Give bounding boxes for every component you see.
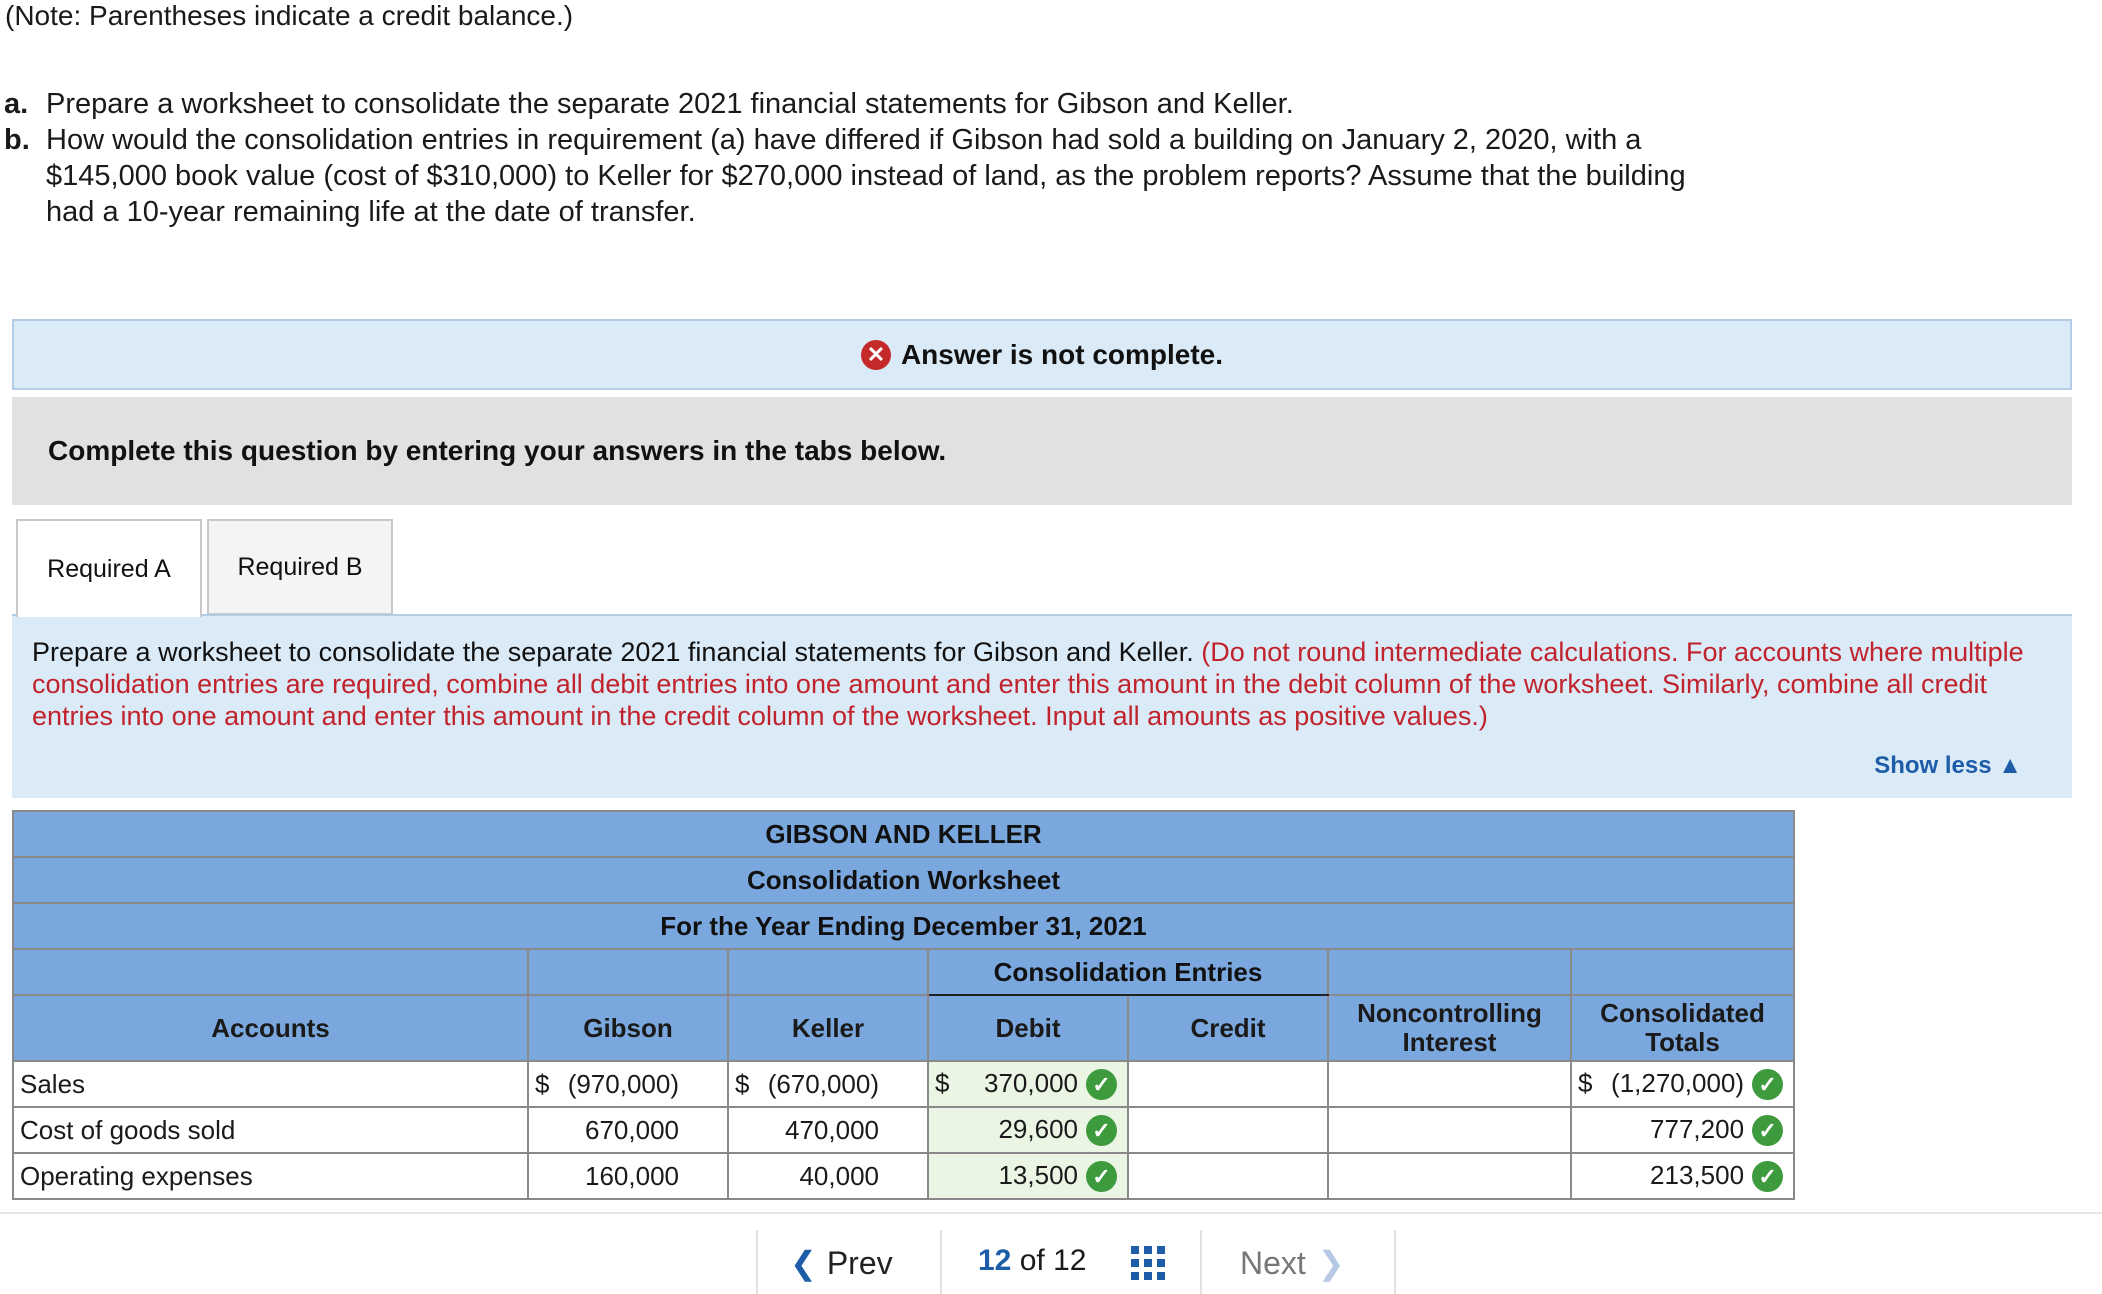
current-page: 12 bbox=[978, 1244, 1012, 1277]
gibson-amount: 160,000 bbox=[528, 1153, 728, 1199]
account-name: Cost of goods sold bbox=[13, 1107, 528, 1153]
header-spacer bbox=[13, 949, 528, 995]
debit-input[interactable] bbox=[928, 1153, 1128, 1199]
answer-status-text: Answer is not complete. bbox=[900, 338, 1224, 370]
header-spacer bbox=[528, 949, 728, 995]
pagination-footer bbox=[0, 1212, 2102, 1294]
col-accounts: Accounts bbox=[13, 995, 528, 1061]
consolidated-input[interactable] bbox=[1571, 1153, 1794, 1199]
col-keller: Keller bbox=[728, 995, 928, 1061]
prev-label: Prev bbox=[826, 1245, 893, 1281]
check-icon: ✓ bbox=[1752, 1069, 1783, 1100]
consolidated-input[interactable] bbox=[1571, 1061, 1794, 1107]
debit-value: 370,000 bbox=[984, 1067, 1078, 1098]
debit-input[interactable] bbox=[928, 1107, 1128, 1153]
col-noncontrolling-interest bbox=[1328, 995, 1571, 1061]
keller-amount: 470,000 bbox=[728, 1107, 928, 1153]
prompt-panel bbox=[12, 614, 2072, 798]
question-a-text: Prepare a worksheet to consolidate the separate 2021 financial statements for Gibson and Keller. bbox=[46, 88, 1294, 120]
credit-input[interactable] bbox=[1128, 1107, 1328, 1153]
page-of: of bbox=[1019, 1244, 1045, 1277]
question-a-label: a. bbox=[4, 88, 29, 120]
worksheet-title-name: Consolidation Worksheet bbox=[13, 857, 1794, 903]
prompt-main-text: Prepare a worksheet to consolidate the separate 2021 financial statements for Gibson and Keller. bbox=[32, 637, 1194, 667]
col-cons-line1: Consolidated bbox=[1600, 998, 1765, 1028]
check-icon: ✓ bbox=[1752, 1115, 1783, 1146]
worksheet-title-company: GIBSON AND KELLER bbox=[13, 811, 1794, 857]
next-button[interactable] bbox=[1240, 1244, 1345, 1282]
gibson-value: (970,000) bbox=[567, 1068, 679, 1099]
triangle-up-icon: ▲ bbox=[1998, 752, 2022, 779]
header-spacer bbox=[1571, 949, 1794, 995]
pager-divider bbox=[1394, 1230, 1396, 1294]
col-cons-line2: Totals bbox=[1645, 1027, 1720, 1057]
table-row bbox=[13, 1107, 1794, 1153]
show-less-label: Show less bbox=[1874, 752, 1992, 779]
nci-input[interactable] bbox=[1328, 1153, 1571, 1199]
page-indicator bbox=[978, 1244, 1086, 1278]
dollar-sign: $ bbox=[735, 1068, 750, 1099]
consolidation-entries-header: Consolidation Entries bbox=[928, 949, 1328, 995]
question-b-text-line3: had a 10-year remaining life at the date of transfer. bbox=[46, 196, 696, 228]
show-less-link[interactable] bbox=[1874, 750, 2022, 782]
account-name: Sales bbox=[13, 1061, 528, 1107]
question-b-label: b. bbox=[4, 124, 30, 156]
check-icon: ✓ bbox=[1752, 1161, 1783, 1192]
pager-divider bbox=[1200, 1230, 1202, 1294]
instruction-bar bbox=[12, 397, 2072, 505]
prev-button[interactable] bbox=[790, 1244, 893, 1282]
total-pages: 12 bbox=[1053, 1244, 1087, 1277]
account-name: Operating expenses bbox=[13, 1153, 528, 1199]
nci-input[interactable] bbox=[1328, 1107, 1571, 1153]
check-icon: ✓ bbox=[1086, 1161, 1117, 1192]
x-circle-icon: ✕ bbox=[861, 340, 891, 370]
consolidated-value: 777,200 bbox=[1650, 1113, 1745, 1144]
question-b-text-line1: How would the consolidation entries in requirement (a) have differed if Gibson had sold a building on January 2, 2020, with a bbox=[46, 124, 1642, 156]
header-spacer bbox=[1328, 949, 1571, 995]
col-gibson: Gibson bbox=[528, 995, 728, 1061]
question-b bbox=[4, 122, 1686, 230]
gibson-amount bbox=[528, 1061, 728, 1107]
header-spacer bbox=[728, 949, 928, 995]
consolidated-value: (1,270,000) bbox=[1611, 1067, 1745, 1098]
gibson-amount: 670,000 bbox=[528, 1107, 728, 1153]
question-a bbox=[4, 86, 1294, 122]
keller-value: (670,000) bbox=[767, 1068, 879, 1099]
prompt-red-instructions: (Do not round intermediate calculations. For accounts where multiple consolidation entries are required, combine all debit entries into one amount and enter this amount in the debit column of the worksheet. Similarly, combine all credit entries into one amount and enter this amount in the credit column of the worksheet. Input all amounts as positive values.) bbox=[32, 637, 2024, 731]
pager bbox=[756, 1224, 1396, 1294]
dollar-sign: $ bbox=[935, 1067, 950, 1098]
col-consolidated-totals bbox=[1571, 995, 1794, 1061]
pager-divider bbox=[756, 1230, 758, 1294]
check-icon: ✓ bbox=[1086, 1115, 1117, 1146]
col-nci-line2: Interest bbox=[1402, 1027, 1497, 1057]
pager-divider bbox=[940, 1230, 942, 1294]
dollar-sign: $ bbox=[1578, 1067, 1593, 1098]
credit-input[interactable] bbox=[1128, 1153, 1328, 1199]
debit-value: 13,500 bbox=[998, 1159, 1078, 1190]
col-nci-line1: Noncontrolling bbox=[1357, 998, 1542, 1028]
consolidated-value: 213,500 bbox=[1650, 1159, 1745, 1190]
grid-icon[interactable] bbox=[1131, 1246, 1165, 1280]
keller-amount: 40,000 bbox=[728, 1153, 928, 1199]
dollar-sign: $ bbox=[535, 1068, 550, 1099]
instruction-text: Complete this question by entering your answers in the tabs below. bbox=[48, 435, 947, 466]
table-row bbox=[13, 1153, 1794, 1199]
answer-status-banner bbox=[12, 319, 2072, 390]
consolidation-worksheet-table bbox=[12, 810, 1795, 1200]
chevron-right-icon: ❯ bbox=[1317, 1245, 1345, 1281]
consolidated-input[interactable] bbox=[1571, 1107, 1794, 1153]
table-row bbox=[13, 1061, 1794, 1107]
worksheet-title-period: For the Year Ending December 31, 2021 bbox=[13, 903, 1794, 949]
keller-amount bbox=[728, 1061, 928, 1107]
chevron-left-icon: ❮ bbox=[790, 1245, 817, 1281]
note-text: (Note: Parentheses indicate a credit balance.) bbox=[5, 0, 574, 31]
tab-required-a[interactable]: Required A bbox=[16, 519, 202, 617]
col-credit: Credit bbox=[1128, 995, 1328, 1061]
check-icon: ✓ bbox=[1086, 1069, 1117, 1100]
credit-input[interactable] bbox=[1128, 1061, 1328, 1107]
debit-input[interactable] bbox=[928, 1061, 1128, 1107]
tab-required-b[interactable]: Required B bbox=[207, 519, 393, 615]
next-label: Next bbox=[1240, 1245, 1306, 1281]
debit-value: 29,600 bbox=[998, 1113, 1078, 1144]
nci-input[interactable] bbox=[1328, 1061, 1571, 1107]
col-debit: Debit bbox=[928, 995, 1128, 1061]
question-b-text-line2: $145,000 book value (cost of $310,000) to Keller for $270,000 instead of land, as the problem reports? Assume that the building bbox=[46, 160, 1686, 192]
